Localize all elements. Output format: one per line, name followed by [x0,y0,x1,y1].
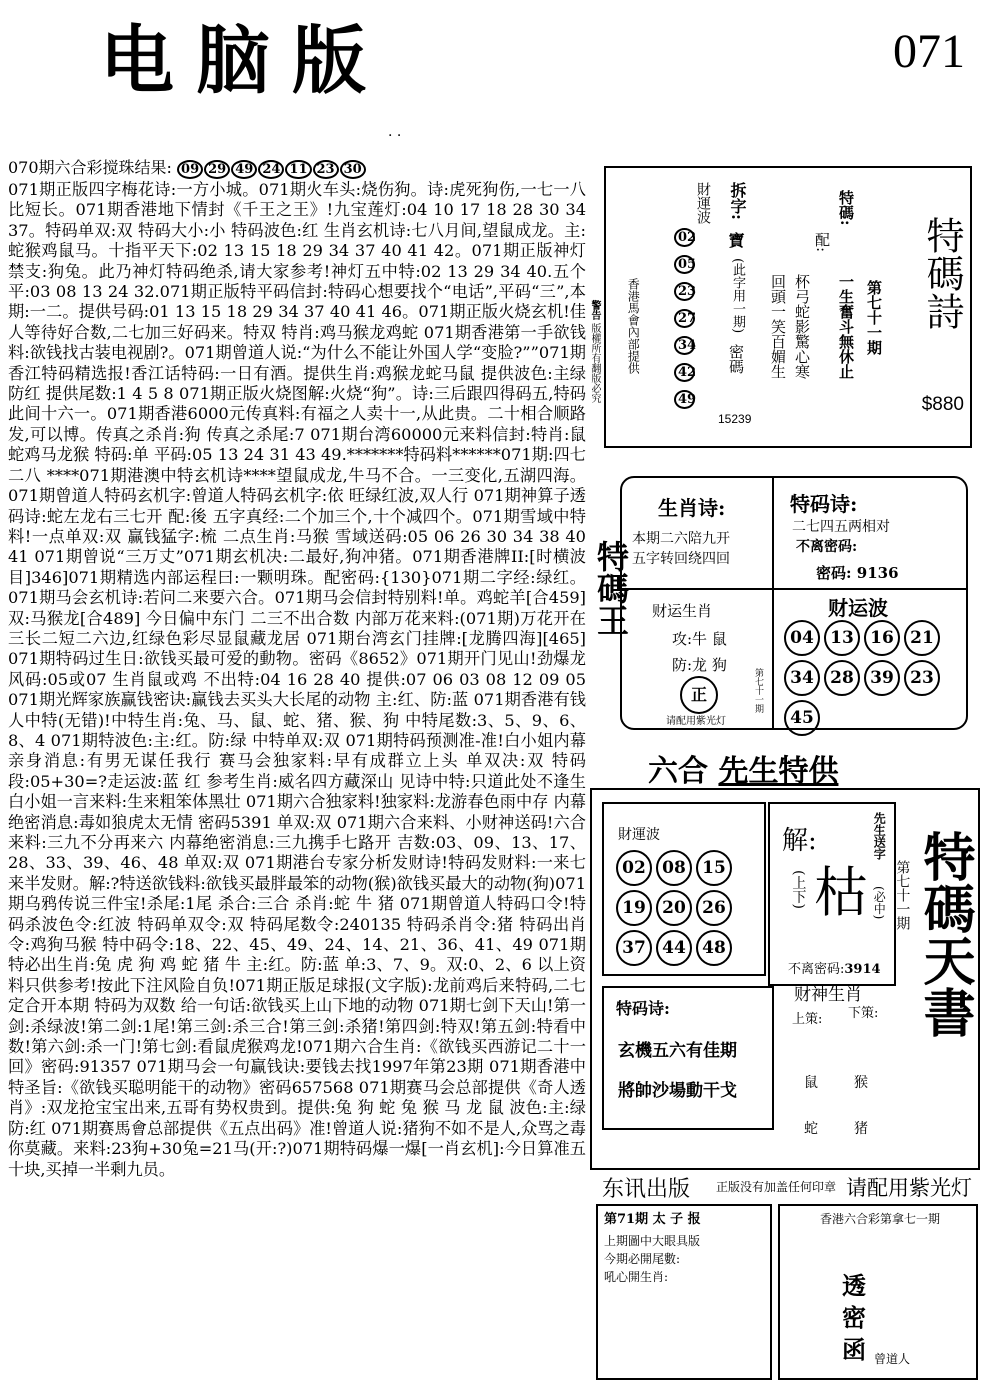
lamp-note: 请配用紫光灯 [666,716,726,727]
tms-1: 玄機五六有佳期 [618,1041,737,1061]
cyb-title: 財運波 [618,827,660,843]
cyb-number: 48 [696,930,732,966]
box1-code: 15239 [718,412,752,426]
tm-poem-title: 特码诗: [790,492,858,516]
wave-number: 27 [674,309,695,328]
password: 密码: 9136 [816,564,899,582]
up-2: 蛇 [804,1121,818,1137]
result-ball: 24 [258,160,284,179]
tms-2: 將帥沙場動干戈 [618,1081,737,1101]
stamp: 正 [680,676,718,714]
result-ball: 09 [177,160,203,179]
chai-char: 寶 [726,232,745,248]
cy-number: 04 [784,620,820,656]
cs-title: 财神生肖 [794,985,862,1005]
cyb-number: 20 [656,890,692,926]
dots: · · [388,128,402,144]
box1-col5: 回頭一笑百媚生 [769,274,787,379]
main-paragraph: 071期正版四字梅花诗:一方小城。071期火车头:烧伤狗。诗:虎死狗伤,一七一八比短长。071期香港地下情封《千王之王》!九宝莲灯:04 10 17 18 28 30 34 37。特码单双:双 特码大小:小 特码波色:红 生肖玄机诗:七八月间,望鼠成龙。主:蛇猴鸡鼠马。十指平天下:02 13 15 18 29 34 37 40 41 42。071期正版神灯禁支:狗兔。此乃神灯特码绝杀,请大家参考!神灯五中特:02 13 29 34 40.五个平:03 08 13 24 32.071期正版特平码信封:特码心想要找个“电话”,平码“三”,本期:一二。提供号码:01 13 15 18 29 34 37 40 41 46。071期正版火烧玄机!佳人等待好合数,二七加三好码来。特双 特肖:鸡马猴龙鸡蛇 071期香港第一手欲钱料:欲钱找古装电视剧?。071期曾道人说:“为什么不能让外国人学“变脸?””071期香江特码精选报!香江话特码:一日有酒。提供生肖:鸡猴龙蛇马鼠 提供波色:主绿防红 提供尾数:1 4 5 8 071期正版火烧图解:火烧“狗”。诗:三后跟四得码五,特码此间十六一。071期香港6000元传真料:有福之人卖十一,从此贵。二十相合顺路发,可以博。传真之杀肖:狗 传真之杀尾:7 071期台湾60000元来料信封:特肖:鼠蛇鸡马龙猴 特码:单 平码:05 13 24 31 43 49.*******特码料******071期:四七二八 ****071期港澳中特玄机诗****望鼠成龙,牛马不合。一三变化,五湖四海。071期曾道人特码玄机字:曾道人特码玄机字:依 旺绿红波,双人行 071期神算子透码诗:蛇左龙右三七开 配:後 五字真经:二个加三个,十个减四个。071期雪域中特料!一点单双:双 赢钱猛字:梳 二点生肖:马猴 雪域送码:05 06 26 30 34 38 40 41 071期曾说“三万丈”071期玄机决:二最好,狗冲猪。071期香港牌II:[时横波目]346]071期精选内部运程曰:一颗明珠。配密码:{130}071期二字经:绿红。071期马会玄机诗:若问二来要六合。071期马会信封特别料!单。鸡蛇羊[合459] 双:马猴龙[合489] 今日偏中东门 二三不出合数 内部万花来料:(071期)万花开在三长二短二六边,红绿色彩尽显鼠藏龙居 071期台湾玄门挂牌:[龙腾四海][465] 071期特码过生日:欲钱买最可爱的動物。密码《8652》071期开门见山!劲爆龙风码:05或07 生肖鼠或鸡 不出特:04 16 28 40 提供:07 06 03 08 12 09 05 071期光辉家族赢钱密诀:赢钱去买头大长尾的动物 主:红、防:蓝 071期香港有钱人中特(无错)!中特生肖:兔、马、鼠、蛇、猪、猴、狗 中特尾数:3、5、9、6、8、4 071期特波色:主:红。防:绿 中特单双:双 071期特码预测准-准!白小姐内幕亲身消息:有男无谋任我行 赛马会独家料:早有成群立上头 单双决:双 特码段:05+30=?走运波:蓝 红 参考生肖:威名四方藏深山 见诗中特:只道此处不逢生 白小姐一言来料:生来粗笨体黑壮 071期六合独家料!独家料:龙游春色雨中存 内幕绝密消息:毒如狼虎太无情 密码5391 单双:双 071期六合来料、小财神送码!六合来料:三九不分再来六 内幕绝密消息:三九携手七路开 吉数:03、09、13、17、28、33、39、46、48 单双:双 071期港台专家分析发财诗!特码发财料:一来七来半发财。解:?特送欲钱料:欲钱买最胖最笨的动物(猴)欲钱买最大的动物(狗)071期乌鸦传说三件宝!杀尾:1尾 杀合:三合 杀肖:蛇 牛 猪 071期曾道人特码口令!特码杀波色令:红波 特码单双令:双 特码尾数令:240135 特码杀肖令:猪 特码出肖令:鸡狗马猴 特中码令:18、22、45、49、24、14、21、36、41、49 071期特必出生肖:兔 虎 狗 鸡 蛇 猪 牛 主:红。防:蓝 单:3、7、9。双:0、2、6 以上资料只供参考!按此下注风险自负!071期正版足球报(文字版):龙前鸡后来特码,二七定合开本期 特码为双数 给一句话:欲钱买上山下地的动物 071期七剑下天山!第一剑:杀绿波!第二剑:1尾!第三剑:杀三合!第三剑:杀猪!第四剑:特双!第五剑:特看中数!第六剑:杀一门!第七剑:看鼠虎猴鸡龙!071期六合生肖:《欲钱买西游记二十一回》密码:91357 071期马会一句赢钱诀:要钱去找1997年第23期 071期香港中特圣旨:《欲钱买聪明能干的动物》密码657568 071期赛马会总部提供《奇人透肖》:双龙抢宝宝出来,五哥有势权贵到。提供:兔 狗 蛇 兔 猴 马 龙 鼠 波色:主:绿 防:红 071期赛馬會总部提供《五点出码》准!曾道人说:猪狗不如不是人,众骂之毒你莫藏。来料:23狗+30兔=21马(开:?)071期特码爆一爆[一肖玄机]:今日算准五十块,买掉一半剩九员。 [8,180,586,1179]
side-book-title: 特碼天書 [914,830,975,1038]
no-leave-title: 不离密码: [796,539,858,555]
box1-col1: 特碼: [837,190,855,226]
cy-number: 28 [824,660,860,696]
jie-note: (上下) [790,870,807,909]
down-1: 猴 [854,1075,868,1091]
cy-number: 13 [824,620,860,656]
jie: 解: [782,826,817,856]
result-ball: 29 [204,160,230,179]
down-label: 下策: [848,1006,879,1021]
wave-number: 49 [674,390,695,409]
result-ball: 30 [340,160,366,179]
cyb-grid [614,848,764,968]
cy-number: 34 [784,660,820,696]
cy-number: 23 [904,660,940,696]
fortune-title: 财运生肖 [652,602,713,620]
footer-lamp: 请配用紫光灯 [846,1176,972,1200]
chai-note: (此字用一期) [730,258,745,334]
special-poem-box [604,166,972,448]
cy-number: 45 [784,700,820,736]
big-char: 枯 [814,861,868,924]
cyb-number: 19 [616,890,652,926]
main-text [8,180,586,1180]
up-label: 上策: [792,1012,823,1027]
box2-issue: 第七十一期 [753,668,763,713]
wave-number: 23 [674,282,695,301]
cyb-number: 02 [616,850,652,886]
footer-note: 正版没有加盖任何印章 [716,1180,837,1194]
box1-source: 香港馬會內部提供 [626,278,641,374]
up-1: 鼠 [804,1075,818,1091]
cyb-number: 44 [656,930,692,966]
box1-price: $880 [921,394,964,415]
wave-list [674,228,696,417]
result-ball: 11 [285,160,311,179]
cyb-number: 08 [656,850,692,886]
xs-note: (必中) [872,886,887,920]
lucky-box [620,476,968,730]
chai-tail: 密碼 [727,344,745,374]
cy-grid [782,618,962,738]
prince-paper: 第71期 太 子 报 上期圖中大眼具版 今期必開尾數: 吼心開生肖: [596,1204,772,1380]
side-issue: 第七十一期 [894,860,911,930]
secret-letter: 香港六合彩第拿七一期 透 密 函 曾道人 [778,1204,978,1380]
box1-col3: 配: [813,232,831,253]
cyb-number: 15 [696,850,732,886]
wave-number: 34 [674,336,695,355]
blmm: 不离密码:3914 [788,962,881,977]
wave-number: 42 [674,363,695,382]
page-title: 电脑版 [100,18,388,104]
box1-issue: 第七十一期 [865,280,883,355]
cy-number: 16 [864,620,900,656]
box1-col4: 杯弓蛇影驚心寒 [793,274,811,379]
zodiac-poem-2: 五字转回绕四回 [632,551,730,567]
cy-title: 财运波 [828,596,888,620]
chai-label: 拆字: [728,182,747,220]
cy-number: 39 [864,660,900,696]
issue-number: 071 [893,25,965,78]
tm-poem-line: 二七四五两相对 [792,519,890,535]
results-prefix: 070期六合彩搅珠结果: [8,158,172,177]
result-balls [177,158,367,177]
box1-col2: 一生奮斗無休止 [837,274,855,379]
zodiac-poem-1: 本期二六陪九开 [632,531,730,547]
result-ball: 23 [313,160,339,179]
side-title: 特碼王 [592,540,630,636]
results-line [8,158,367,179]
cy-number: 21 [904,620,940,656]
mister-box [590,788,980,1170]
zodiac-poem-title: 生肖诗: [658,496,726,520]
notice: 警告 版權所有翻版必究 [589,300,600,404]
wave-label: 財運波 [695,182,711,224]
cyb-number: 26 [696,890,732,926]
attack: 攻:牛 鼠 [672,630,727,648]
wave-number: 05 [674,255,695,274]
tms-title: 特码诗: [616,999,670,1018]
xs-label: 先生送字 [872,812,887,860]
result-ball: 49 [231,160,257,179]
publisher: 东讯出版 [602,1177,691,1202]
cyb-number: 37 [616,930,652,966]
banner: 六合 先生特供 [648,754,839,789]
box1-title: 特碼詩 [920,216,964,330]
down-2: 猪 [854,1121,868,1137]
defend: 防:龙 狗 [672,656,727,674]
wave-number: 02 [674,228,695,247]
